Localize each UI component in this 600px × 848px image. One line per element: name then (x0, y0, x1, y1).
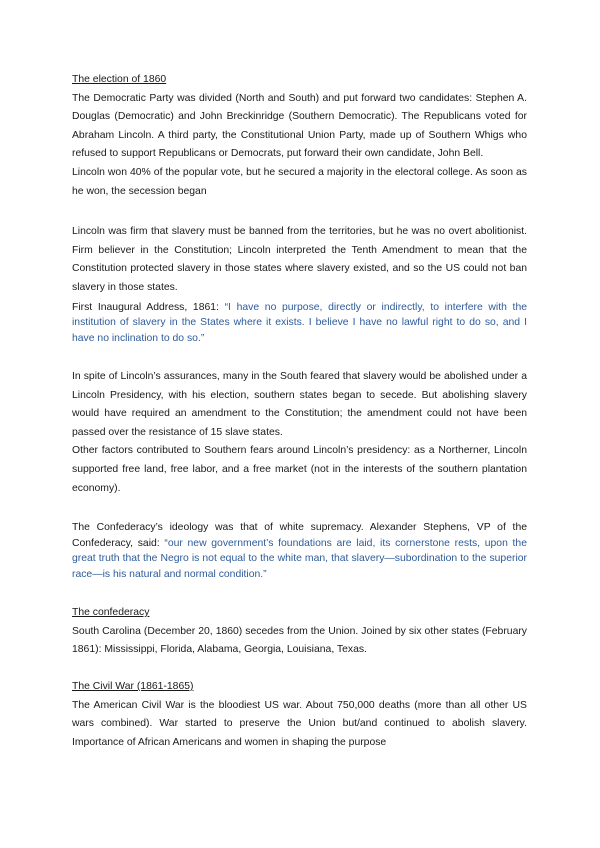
section-heading-election: The election of 1860 (72, 74, 167, 85)
confederacy-paragraph: South Carolina (December 20, 1860) secedes from the Union. Joined by six other states (February 1861): Mississippi, Florida, Alabama, Georgia, Louisiana, Texas. (72, 625, 527, 656)
election-result-paragraph: Lincoln won 40% of the popular vote, but he secured a majority in the electoral college. As soon as he won, the secession began (72, 166, 527, 197)
other-factors-paragraph: Other factors contributed to Southern fears around Lincoln’s presidency: as a Northerner, Lincoln supported free land, free labor, and a free market (not in the interests of the southern plantation economy). (72, 445, 527, 494)
stephens-quote: “our new government’s foundations are laid, its cornerstone rests, upon the great truth that the Negro is not equal to the white man, that slavery—subordination to the superior race—is his natural and normal condition.” (72, 537, 527, 580)
inaugural-label: First Inaugural Address, 1861: (72, 301, 225, 313)
ideology-paragraph (72, 520, 527, 582)
lincoln-paragraph: Lincoln was firm that slavery must be banned from the territories, but he was no overt abolitionist. Firm believer in the Constitution; Lincoln interpreted the Tenth Amendment to mean that the Constitution protected slavery in those states where slavery existed, and so the US could not ban slavery in those states. (72, 226, 527, 293)
section-heading-civil-war: The Civil War (1861-1865) (72, 680, 194, 692)
civil-war-paragraph: The American Civil War is the bloodiest US war. About 750,000 deaths (more than all other US wars combined). War started to preserve the Union but/and continued to abolish slavery. Importance of African Americans and women in shaping the purpose (72, 699, 527, 748)
document-body (72, 71, 527, 752)
ideology-intro: The Confederacy’s ideology was that of white supremacy. Alexander Stephens, VP of the Confederacy, said: (72, 522, 527, 549)
inaugural-quote: “I have no purpose, directly or indirectly, to interfere with the institution of slavery in the States where it exists. I believe I have no lawful right to do so, and I have no inclination to do so.” (72, 301, 527, 344)
fears-paragraph: In spite of Lincoln’s assurances, many in the South feared that slavery would be abolished under a Lincoln Presidency, with his election, southern states began to secede. But abolishing slavery would have required an amendment to the Constitution; the amendment could not have been passed over the resistance of 15 slave states. (72, 371, 527, 438)
election-paragraph: The Democratic Party was divided (North and South) and put forward two candidates: Stephen A. Douglas (Democratic) and John Breckinridge (Southern Democratic). The Republicans voted for Abraham Lincoln. A third party, the Constitutional Union Party, made up of Southern Whigs who refused to support Republicans or Democrats, put forward their own candidate, John Bell. (72, 92, 527, 160)
section-heading-confederacy: The confederacy (72, 607, 150, 619)
inaugural-paragraph (72, 300, 527, 347)
